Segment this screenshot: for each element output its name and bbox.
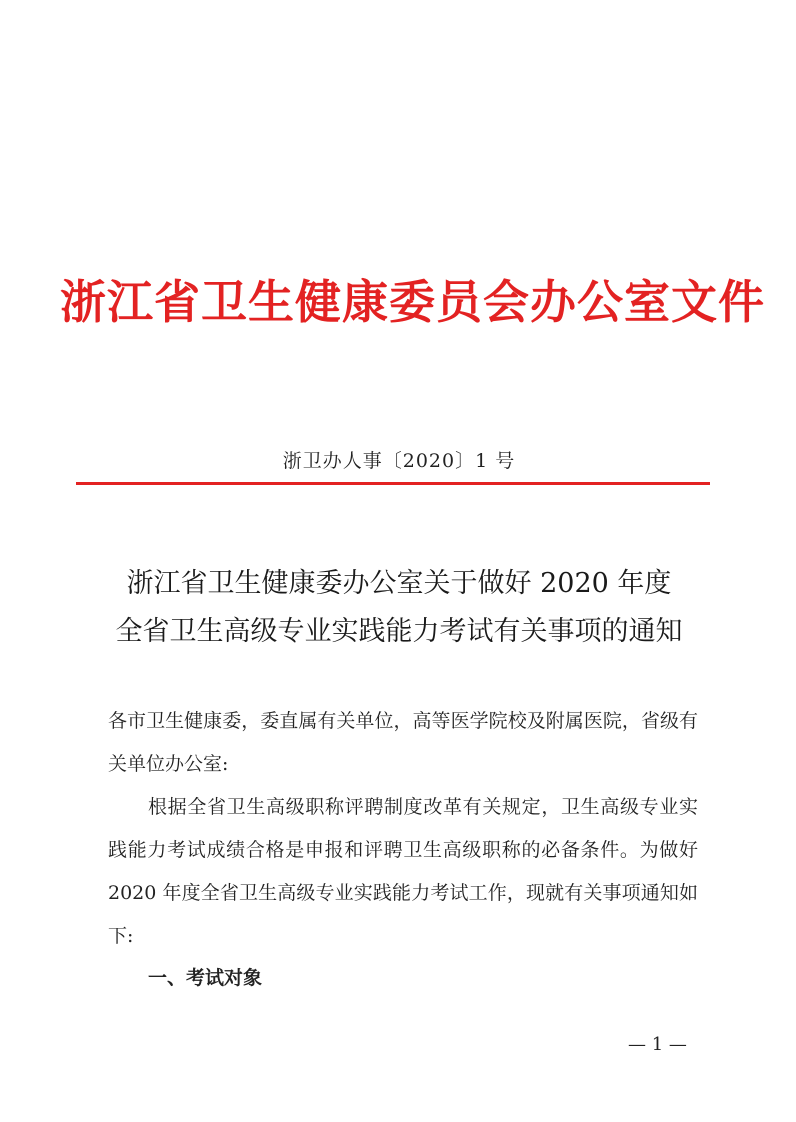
recipients-paragraph: 各市卫生健康委，委直属有关单位，高等医学院校及附属医院，省级有关单位办公室:: [108, 710, 698, 775]
notice-title: [76, 560, 722, 656]
document-header-title: 浙江省卫生健康委员会办公室文件: [60, 275, 765, 329]
document-number: 浙卫办人事〔2020〕1 号: [282, 450, 516, 472]
notice-title-line-2: 全省卫生高级专业实践能力考试有关事项的通知: [115, 616, 683, 647]
notice-body: [108, 700, 698, 958]
red-divider-line: [76, 482, 710, 485]
notice-title-line-1: 浙江省卫生健康委办公室关于做好 2020 年度: [126, 568, 672, 599]
page-number: — 1 —: [628, 1034, 687, 1055]
section-heading-1: 一、考试对象: [148, 967, 263, 989]
body-paragraph-1: 根据全省卫生高级职称评聘制度改革有关规定，卫生高级专业实践能力考试成绩合格是申报和评聘卫生高级职称的必备条件。为做好 2020 年度全省卫生高级专业实践能力考试工作，现就有关事项通知如下:: [108, 796, 698, 947]
